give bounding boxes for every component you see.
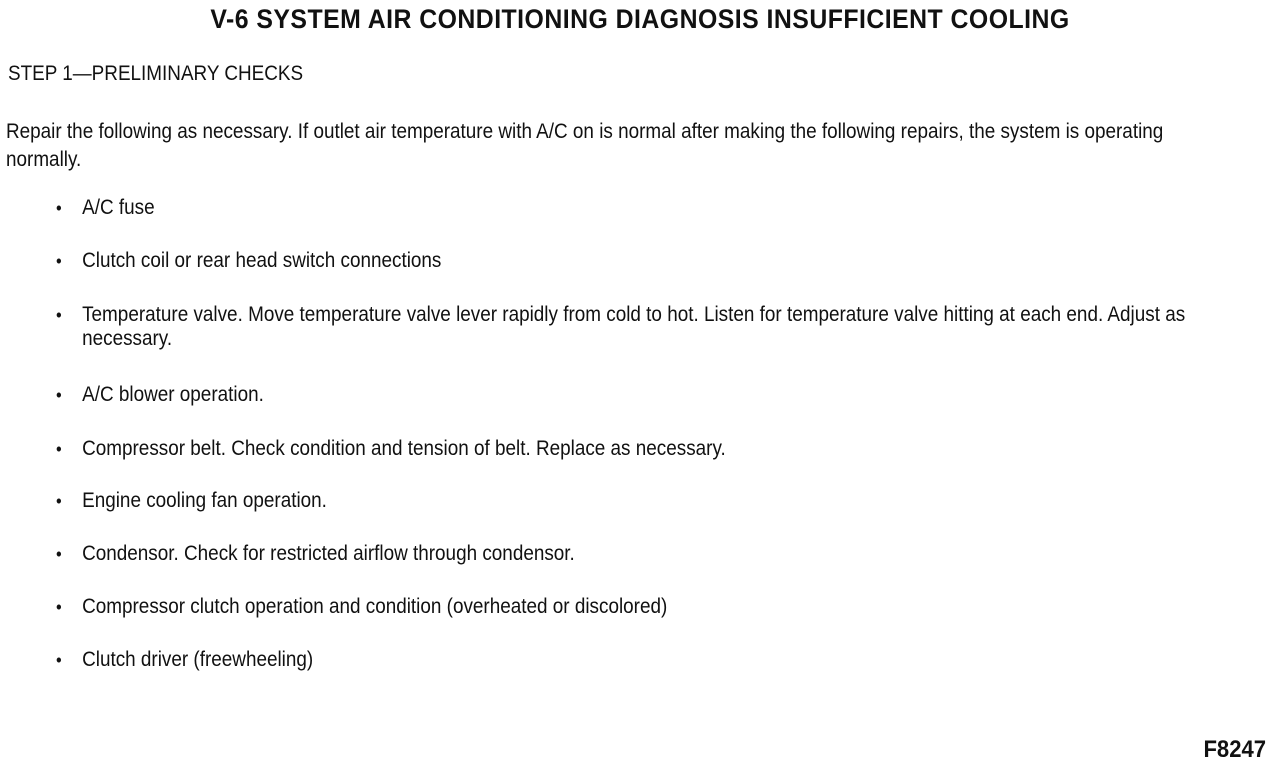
check-item-text: Clutch coil or rear head switch connections [82, 249, 442, 272]
check-item-text: Compressor clutch operation and condition (overheated or discolored) [82, 595, 668, 618]
check-item-text: Temperature valve. Move temperature valve lever rapidly from cold to hot. Listen for temperature valve hitting at each end. Adjust as necessary. [82, 303, 1186, 350]
list-item [56, 595, 667, 619]
list-item [56, 303, 1189, 351]
list-item [56, 196, 155, 220]
list-item [56, 383, 264, 407]
bullet-icon: • [56, 597, 62, 617]
list-item [56, 542, 575, 566]
check-item-text: A/C fuse [82, 196, 155, 219]
bullet-icon: • [56, 385, 62, 405]
page-title: V-6 SYSTEM AIR CONDITIONING DIAGNOSIS INSUFFICIENT COOLING [210, 4, 1070, 34]
bullet-icon: • [56, 305, 62, 325]
list-item [56, 437, 726, 461]
list-item [56, 249, 441, 273]
check-item-text: A/C blower operation. [82, 383, 264, 406]
bullet-icon: • [56, 544, 62, 564]
bullet-icon: • [56, 650, 62, 670]
list-item [56, 648, 313, 672]
check-item-text: Condensor. Check for restricted airflow through condensor. [82, 542, 575, 565]
list-item [56, 489, 327, 513]
bullet-icon: • [56, 251, 62, 271]
check-item-text: Clutch driver (freewheeling) [82, 648, 314, 671]
step-heading: STEP 1—PRELIMINARY CHECKS [8, 62, 304, 85]
bullet-icon: • [56, 198, 62, 218]
figure-id: F8247 [1203, 736, 1266, 763]
check-item-text: Engine cooling fan operation. [82, 489, 327, 512]
bullet-icon: • [56, 439, 62, 459]
intro-paragraph: Repair the following as necessary. If outlet air temperature with A/C on is normal after making the following repairs, the system is operating normally. [6, 120, 1164, 171]
bullet-icon: • [56, 491, 62, 511]
check-item-text: Compressor belt. Check condition and tension of belt. Replace as necessary. [82, 437, 726, 460]
